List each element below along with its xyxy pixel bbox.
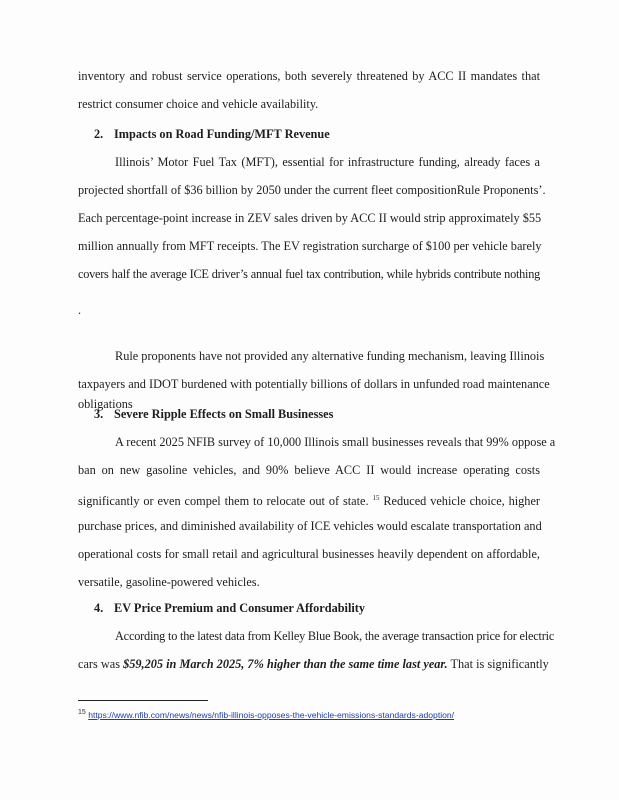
section-heading-4 [94, 598, 365, 618]
text-line: According to the latest data from Kelley Blue Book, the average transaction price for electric [115, 629, 555, 643]
text-line: versatile, gasoline-powered vehicles. [78, 575, 260, 589]
text-line: projected shortfall of $36 billion by 2050 under the current fleet compositionRule Proponents’. [78, 183, 546, 197]
section-heading-2 [94, 124, 330, 144]
emphasized-text: $59,205 in March 2025, 7% higher than the same time last year. [123, 657, 448, 671]
footnote-divider [78, 700, 208, 701]
text-line: obligations [78, 397, 133, 411]
footnote-reference[interactable]: 15 [372, 494, 380, 502]
text-line [78, 650, 549, 678]
text-line: operational costs for small retail and agricultural businesses heavily dependent on affordable, [78, 547, 540, 561]
section-number: 3. [94, 407, 104, 421]
section-number: 2. [94, 127, 104, 141]
section-title: EV Price Premium and Consumer Affordability [114, 601, 366, 615]
section2-paragraph-1 [78, 148, 546, 288]
footnote-link[interactable]: https://www.nfib.com/news/news/nfib-illinois-opposes-the-vehicle-emissions-standards-adoption/ [88, 709, 455, 720]
stray-period: . [78, 303, 82, 317]
text-line: inventory and robust service operations, both severely threatened by ACC II mandates that [78, 69, 540, 83]
footnote-mark: 15 [78, 709, 86, 716]
text-segment: Reduced vehicle choice, higher [383, 494, 541, 509]
text-line: Illinois’ Motor Fuel Tax (MFT), essential for infrastructure funding, already faces a [115, 155, 540, 169]
text-line: covers half the average ICE driver’s annual fuel tax contribution, while hybrids contribute nothing [78, 267, 540, 281]
text-line: A recent 2025 NFIB survey of 10,000 Illinois small businesses reveals that 99% oppose a [115, 435, 556, 449]
section-heading-3 [94, 404, 333, 424]
text-line: million annually from MFT receipts. The EV registration surcharge of $100 per vehicle barely [78, 239, 542, 253]
footnote [78, 709, 454, 720]
text-line: taxpayers and IDOT burdened with potentially billions of dollars in unfunded road maintenance [78, 377, 550, 391]
section-title: Impacts on Road Funding/MFT Revenue [114, 127, 330, 141]
intro-paragraph [78, 62, 540, 118]
text-line: restrict consumer choice and vehicle availability. [78, 97, 319, 111]
text-segment: cars was [78, 657, 124, 671]
text-line: ban on new gasoline vehicles, and 90% believe ACC II would increase operating costs [78, 463, 540, 477]
text-line: Rule proponents have not provided any alternative funding mechanism, leaving Illinois [115, 349, 545, 363]
section4-paragraph [78, 622, 555, 678]
text-line: Each percentage-point increase in ZEV sales driven by ACC II would strip approximately $55 [78, 211, 542, 225]
section-number: 4. [94, 601, 104, 615]
text-line: purchase prices, and diminished availability of ICE vehicles would escalate transportation and [78, 519, 542, 533]
text-line [78, 484, 540, 512]
section-title: Severe Ripple Effects on Small Businesses [114, 407, 334, 421]
text-segment: That is significantly [447, 657, 549, 671]
text-segment: significantly or even compel them to relocate out of state. [78, 494, 369, 509]
section3-paragraph [78, 428, 556, 596]
